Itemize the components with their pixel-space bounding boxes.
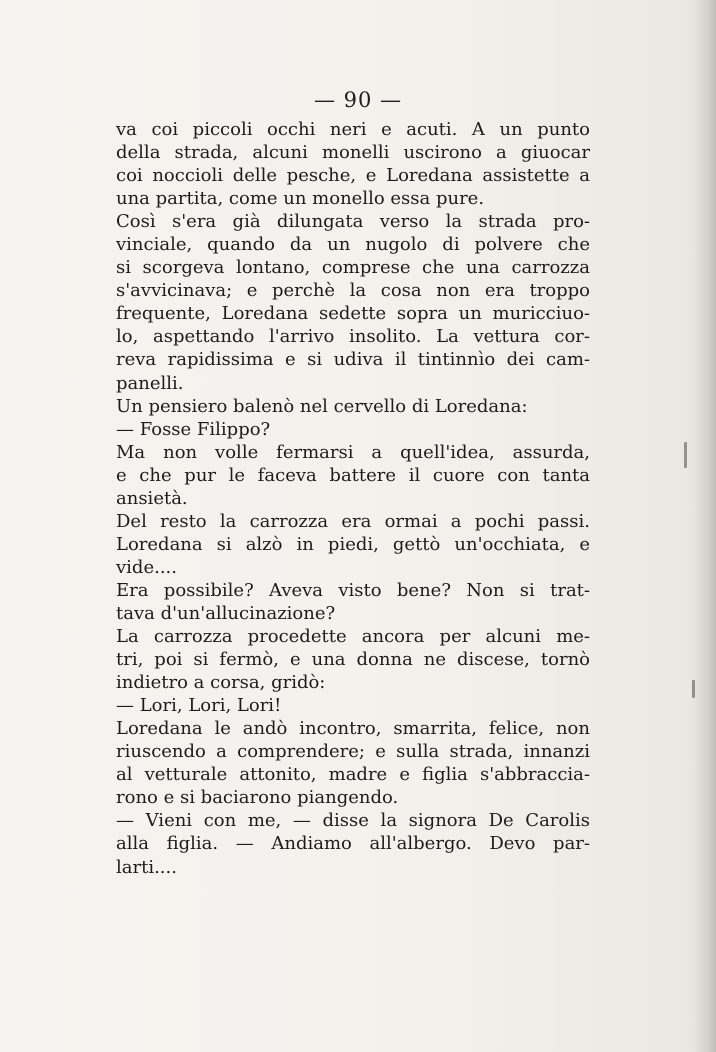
text-line: tri, poi si fermò, e una donna ne discese, tornò — [116, 649, 590, 671]
text-line: reva rapidissima e si udiva il tintinnìo dei cam- — [116, 349, 590, 371]
text-line: Un pensiero balenò nel cervello di Loredana: — [116, 395, 528, 417]
text-line: Così s'era già dilungata verso la strada pro- — [116, 211, 590, 233]
body-text — [116, 118, 590, 879]
text-line: riuscendo a comprendere; e sulla strada, innanzi — [116, 741, 590, 763]
margin-mark — [692, 680, 695, 698]
text-line: — Fosse Filippo? — [116, 418, 271, 440]
text-line: — Lori, Lori, Lori! — [116, 695, 282, 717]
text-line: e che pur le faceva battere il cuore con tanta — [116, 464, 590, 486]
page-edge-shadow — [694, 0, 716, 1052]
text-line: rono e si baciarono piangendo. — [116, 787, 399, 809]
text-line: una partita, come un monello essa pure. — [116, 188, 485, 210]
margin-mark — [684, 442, 687, 468]
text-line: alla figlia. — Andiamo all'albergo. Devo par- — [116, 833, 590, 855]
text-line: ansietà. — [116, 487, 188, 509]
text-line: Ma non volle fermarsi a quell'idea, assurda, — [116, 441, 590, 463]
page-number: — 90 — — [313, 88, 403, 112]
text-line: La carrozza procedette ancora per alcuni me- — [116, 626, 590, 648]
text-line: frequente, Loredana sedette sopra un muricciuo- — [116, 303, 590, 325]
text-line: lo, aspettando l'arrivo insolito. La vettura cor- — [116, 326, 590, 348]
text-line: Loredana si alzò in piedi, gettò un'occhiata, e — [116, 533, 590, 555]
text-line: tava d'un'allucinazione? — [116, 602, 336, 624]
text-line: vide.... — [116, 556, 177, 578]
text-line: s'avvicinava; e perchè la cosa non era troppo — [116, 280, 590, 302]
text-line: larti.... — [116, 856, 177, 878]
text-line: panelli. — [116, 372, 184, 394]
text-line: coi noccioli delle pesche, e Loredana assistette a — [116, 165, 590, 187]
text-line: indietro a corsa, gridò: — [116, 672, 326, 694]
text-line: Del resto la carrozza era ormai a pochi passi. — [116, 510, 590, 532]
text-line: al vetturale attonito, madre e figlia s'abbraccia- — [116, 764, 590, 786]
text-line: — Vieni con me, — disse la signora De Carolis — [116, 810, 590, 832]
text-line: Loredana le andò incontro, smarrita, felice, non — [116, 718, 590, 740]
text-line: si scorgeva lontano, comprese che una carrozza — [116, 257, 590, 279]
text-line: va coi piccoli occhi neri e acuti. A un punto — [116, 119, 590, 140]
text-line: della strada, alcuni monelli uscirono a giuocar — [116, 142, 590, 164]
text-line: vinciale, quando da un nugolo di polvere che — [116, 234, 590, 256]
text-line: Era possibile? Aveva visto bene? Non si trat- — [116, 579, 590, 601]
